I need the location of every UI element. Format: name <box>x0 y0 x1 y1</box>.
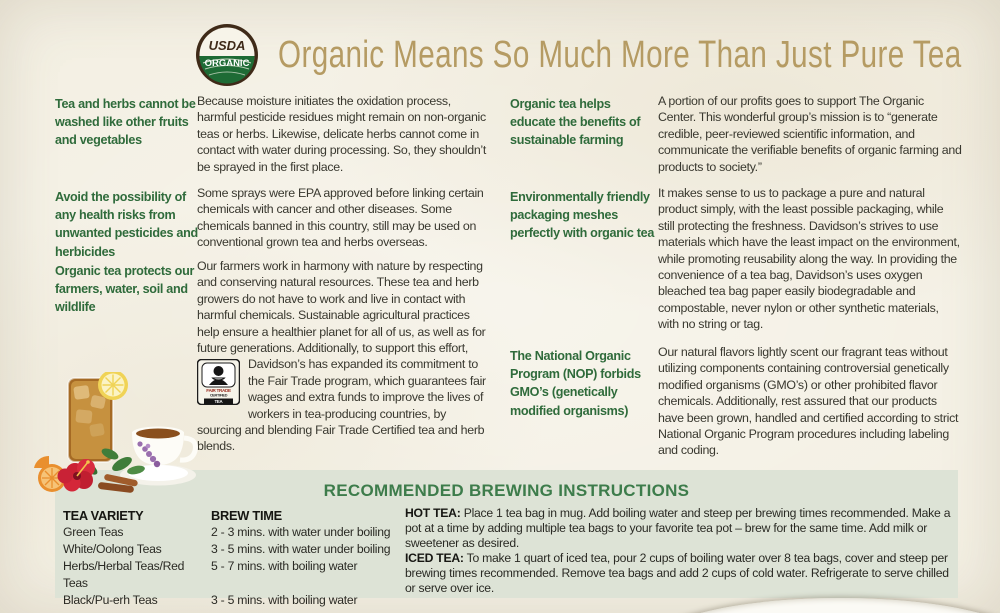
hot-tea-text: Place 1 tea bag in mug. Add boiling water and steep per brewing times recommended. Make a pot at a time by adding multiple tea bags to your favorite tea pot – brew for the same time. Add milk or sweetener as desired. <box>405 506 951 550</box>
brew-time-table <box>63 507 390 609</box>
certified-label: CERTIFIED <box>209 393 228 398</box>
usda-seal-top-label: USDA <box>208 38 246 53</box>
tea-variety-header: TEA VARIETY <box>63 508 144 523</box>
table-row-variety: Black/Pu-erh Teas <box>63 593 158 607</box>
table-row-time: 2 - 3 mins. with water under boiling <box>211 525 391 539</box>
brewing-instructions-title: RECOMMENDED BREWING INSTRUCTIONS <box>323 481 690 500</box>
paragraph-farmers-part1: Our farmers work in harmony with nature by respecting and conserving natural resources. These tea and herb growers do not have to work and live in contact with harmful chemicals. Sustainable agricultural practices help ensure a healthier planet for all of us, as well as for future generations. Additionally, to support this effort, Davidson’s has expanded its commitment <box>197 259 486 372</box>
page-title: Organic Means So Much More Than Just Pure Tea <box>278 34 962 76</box>
usda-organic-seal-icon <box>195 23 259 87</box>
iced-tea-text: To make 1 quart of iced tea, pour 2 cups of boiling water over 8 tea bags, cover and steep per brewing times recommended. Remove tea bags and add 2 cups of cold water. Refrigerate to serve chilled or serve over ice. <box>405 550 949 595</box>
iced-tea-directions <box>405 551 957 596</box>
tea-still-life-photo <box>18 372 206 504</box>
teacup-icon <box>120 427 196 486</box>
tea-banner-label: TEA <box>214 399 223 405</box>
heading-avoid-health-risks: Avoid the possibility of any health risks from unwanted pesticides and herbicides <box>55 190 198 259</box>
paragraph-farmers-fair-trade <box>197 258 493 455</box>
heading-friendly-packaging: Environmentally friendly packaging meshes perfectly with organic tea <box>510 190 655 241</box>
heading-tea-cannot-be-washed: Tea and herbs cannot be washed like other fruits and vegetables <box>55 97 196 148</box>
table-row-time: 3 - 5 mins. with boiling water <box>211 593 358 607</box>
paragraph-moisture-oxidation: Because moisture initiates the oxidation process, harmful pesticide residues might remain on non-organic teas or herbs. Likewise, delicate herbs cannot come in contact with water during processing. So, they shouldn’t be sprayed in the first place. <box>197 94 487 174</box>
paragraph-packaging: It makes sense to us to package a pure and natural product simply, with the least possible packaging, while still protecting the freshness. Davidson’s strives to use materials which have the least impact on the environment, while promoting reusability along the way. In providing the convenience of a tea bag, Davidson’s uses oxygen bleached tea bag paper easily biodegradable and compostable, never nylon or other synthetic materials, with no string or tag. <box>658 186 960 332</box>
table-row-time: 3 - 5 mins. with water under boiling <box>211 542 391 556</box>
brew-time-header: BREW TIME <box>211 508 282 523</box>
fair-trade-label: FAIR TRADE <box>206 388 231 394</box>
heading-organic-protects: Organic tea protects our farmers, water, soil and wildlife <box>55 264 195 315</box>
paragraph-organic-center: A portion of our profits goes to support The Organic Center. This wonderful group’s mission is to “generate credible, peer-reviewed scientific information, and communicate the verifiable benefits of organic farming and products to society.” <box>658 94 962 174</box>
table-row-variety: White/Oolong Teas <box>63 542 162 556</box>
usda-seal-bottom-label: ORGANIC <box>204 58 250 69</box>
hibiscus-flower-icon <box>58 459 96 492</box>
hot-tea-label: HOT TEA: <box>405 506 461 520</box>
table-row-variety: Herbs/Herbal Teas/Red Teas <box>63 559 185 590</box>
brewing-directions <box>405 506 957 595</box>
paragraph-epa-sprays: Some sprays were EPA approved before linking certain chemicals with cancer and other diseases. Some chemicals banned in this country, still may be used on conventional grown tea and herbs overseas. <box>197 186 484 250</box>
paragraph-natural-flavors: Our natural flavors lightly scent our fragrant teas without utilizing components containing controversial genetically modified organisms (GMO’s) or other prohibited flavor chemicals. Additionally, rest assured that our products have been grown, handled and certified according to strict National Organic Program procedures including labeling and coding. <box>658 345 959 458</box>
heading-nop-forbids-gmo: The National Organic Program (NOP) forbids GMO’s (genetically modified organisms) <box>510 349 641 418</box>
heading-educate-benefits: Organic tea helps educate the benefits of sustainable farming <box>510 97 641 148</box>
hot-tea-directions <box>405 506 957 551</box>
table-row-variety: Green Teas <box>63 525 124 539</box>
plate-edge-image <box>645 598 1000 613</box>
paragraph-farmers-part2: to the Fair Trade program, which guarantees fair wages and extra funds to improve the lives of workers in tea-producing countries, by sourcing and blending Fair Trade Certified tea and herb blends. <box>197 357 486 454</box>
iced-tea-label: ICED TEA: <box>405 550 464 565</box>
table-row-time: 5 - 7 mins. with boiling water <box>211 559 358 573</box>
